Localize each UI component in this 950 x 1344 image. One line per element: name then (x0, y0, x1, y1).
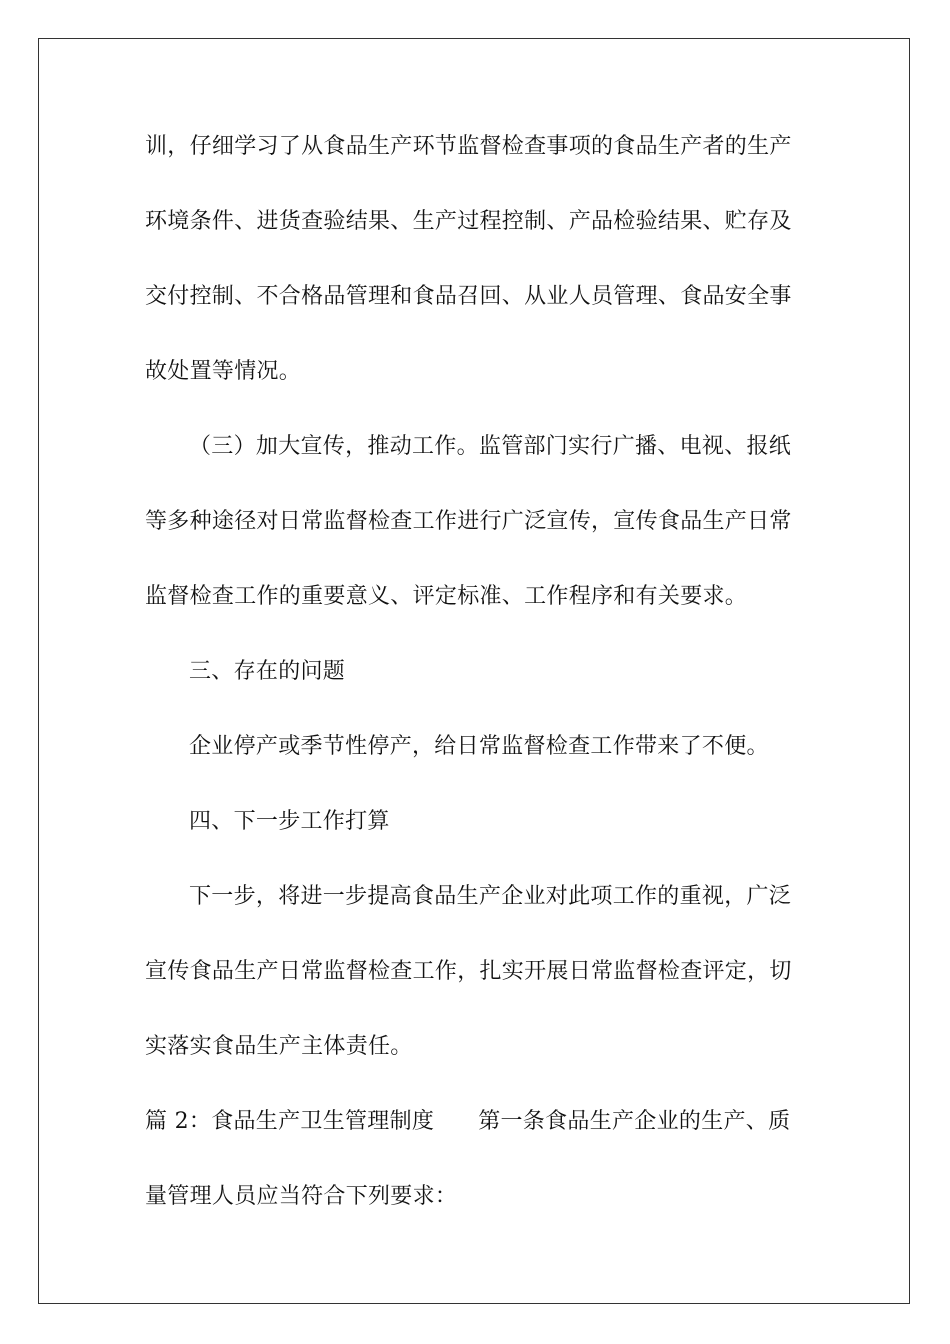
chapter-title: 篇 2：食品生产卫生管理制度 (145, 1109, 435, 1134)
document-body (145, 130, 795, 1255)
chapter-line (145, 1105, 795, 1180)
text-line: 下一步，将进一步提高食品生产企业对此项工作的重视，广泛 (189, 884, 792, 909)
text-line: 环境条件、进货查验结果、生产过程控制、产品检验结果、贮存及 (145, 209, 792, 234)
text-line: 训，仔细学习了从食品生产环节监督检查事项的食品生产者的生产 (145, 134, 792, 159)
text-line: 交付控制、不合格品管理和食品召回、从业人员管理、食品安全事 (145, 284, 792, 309)
text-line: 等多种途径对日常监督检查工作进行广泛宣传，宣传食品生产日常 (145, 509, 792, 534)
text-line: 监督检查工作的重要意义、评定标准、工作程序和有关要求。 (145, 584, 748, 609)
section-heading: 三、存在的问题 (189, 659, 346, 684)
text-line: 宣传食品生产日常监督检查工作，扎实开展日常监督检查评定，切 (145, 959, 792, 984)
text-line: （三）加大宣传，推动工作。监管部门实行广播、电视、报纸 (189, 434, 792, 459)
section-heading: 四、下一步工作打算 (189, 809, 390, 834)
chapter-article-start: 第一条食品生产企业的生产、质 (478, 1109, 791, 1134)
text-line: 实落实食品生产主体责任。 (145, 1034, 413, 1059)
text-line: 故处置等情况。 (145, 359, 302, 384)
text-line: 量管理人员应当符合下列要求： (145, 1184, 458, 1209)
text-line: 企业停产或季节性停产，给日常监督检查工作带来了不便。 (189, 734, 769, 759)
